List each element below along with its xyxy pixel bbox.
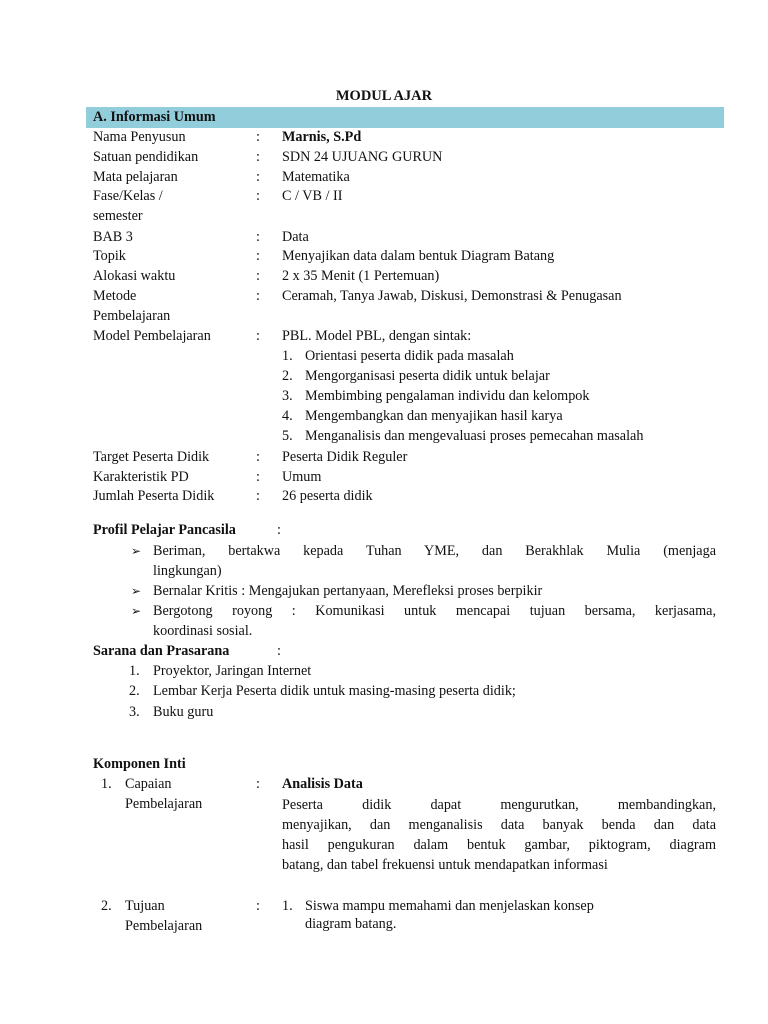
sarana-heading: Sarana dan Prasarana — [93, 643, 230, 659]
colon: : — [277, 643, 281, 659]
cp-label-cont: Pembelajaran — [125, 796, 203, 812]
jumlah-value: 26 peserta didik — [282, 488, 373, 504]
list-item-number: 2. — [101, 898, 112, 914]
colon: : — [256, 288, 260, 304]
nama-value: Marnis, S.Pd — [282, 129, 362, 145]
colon: : — [256, 229, 260, 245]
list-item-number: 3. — [129, 704, 140, 720]
alokasi-value: 2 x 35 Menit (1 Pertemuan) — [282, 268, 440, 284]
alokasi-label: Alokasi waktu — [93, 268, 176, 284]
list-item-number: 1. — [282, 898, 293, 914]
section-a-heading: A. Informasi Umum — [93, 109, 216, 125]
list-item-number: 1. — [101, 776, 112, 792]
topik-label: Topik — [93, 248, 126, 264]
fase-label: Fase/Kelas / — [93, 188, 163, 204]
cp-text-line: hasil pengukuran dalam bentuk gambar, piktogram, diagram — [282, 837, 716, 853]
list-item-number: 2. — [129, 683, 140, 699]
target-value: Peserta Didik Reguler — [282, 449, 408, 465]
target-label: Target Peserta Didik — [93, 449, 210, 465]
mapel-label: Mata pelajaran — [93, 169, 178, 185]
profil-item-cont: lingkungan) — [153, 563, 222, 579]
list-item: Mengembangkan dan menyajikan hasil karya — [305, 408, 563, 424]
jumlah-label: Jumlah Peserta Didik — [93, 488, 215, 504]
list-item: Menganalisis dan mengevaluasi proses pemecahan masalah — [305, 428, 644, 444]
colon: : — [256, 248, 260, 264]
list-item: Orientasi peserta didik pada masalah — [305, 348, 514, 364]
topik-value: Menyajikan data dalam bentuk Diagram Batang — [282, 248, 555, 264]
komponen-heading: Komponen Inti — [93, 756, 186, 772]
arrow-bullet-icon: ➢ — [131, 584, 142, 598]
tp-label-cont: Pembelajaran — [125, 918, 203, 934]
arrow-bullet-icon: ➢ — [131, 604, 142, 618]
nama-label: Nama Penyusun — [93, 129, 186, 145]
list-item-number: 5. — [282, 428, 293, 444]
sarana-item: Lembar Kerja Peserta didik untuk masing-masing peserta didik; — [153, 683, 516, 699]
profil-item: Beriman, bertakwa kepada Tuhan YME, dan Berakhlak Mulia (menjaga — [153, 543, 716, 559]
colon: : — [256, 488, 260, 504]
colon: : — [277, 522, 281, 538]
tp-label: Tujuan — [125, 898, 165, 914]
colon: : — [256, 449, 260, 465]
profil-item: Bergotong royong : Komunikasi untuk mencapai tujuan bersama, kerjasama, — [153, 603, 716, 619]
fase-label-cont: semester — [93, 208, 143, 224]
cp-label: Capaian — [125, 776, 172, 792]
karakter-value: Umum — [282, 469, 322, 485]
metode-value: Ceramah, Tanya Jawab, Diskusi, Demonstrasi & Penugasan — [282, 288, 622, 304]
metode-label-cont: Pembelajaran — [93, 308, 171, 324]
list-item-number: 2. — [282, 368, 293, 384]
metode-label: Metode — [93, 288, 137, 304]
list-item-number: 1. — [282, 348, 293, 364]
cp-title: Analisis Data — [282, 776, 363, 792]
model-value: PBL. Model PBL, dengan sintak: — [282, 328, 472, 344]
colon: : — [256, 169, 260, 185]
sarana-item: Proyektor, Jaringan Internet — [153, 663, 312, 679]
fase-value: C / VB / II — [282, 188, 343, 204]
page-title: MODUL AJAR — [335, 88, 433, 104]
colon: : — [256, 898, 260, 914]
colon: : — [256, 188, 260, 204]
sarana-item: Buku guru — [153, 704, 214, 720]
cp-text-line: Peserta didik dapat mengurutkan, membandingkan, — [282, 797, 716, 813]
cp-text-line: batang, dan tabel frekuensi untuk mendapatkan informasi — [282, 857, 608, 873]
karakter-label: Karakteristik PD — [93, 469, 189, 485]
list-item-number: 1. — [129, 663, 140, 679]
model-label: Model Pembelajaran — [93, 328, 211, 344]
profil-heading: Profil Pelajar Pancasila — [93, 522, 236, 538]
list-item: Mengorganisasi peserta didik untuk belajar — [305, 368, 550, 384]
tp-item: Siswa mampu memahami dan menjelaskan konsep — [305, 898, 594, 914]
bab-label: BAB 3 — [93, 229, 133, 245]
list-item-number: 4. — [282, 408, 293, 424]
colon: : — [256, 129, 260, 145]
list-item-number: 3. — [282, 388, 293, 404]
profil-item-cont: koordinasi sosial. — [153, 623, 253, 639]
mapel-value: Matematika — [282, 169, 350, 185]
cp-text-line: menyajikan, dan menganalisis data banyak benda dan data — [282, 817, 716, 833]
satuan-value: SDN 24 UJUANG GURUN — [282, 149, 443, 165]
colon: : — [256, 776, 260, 792]
colon: : — [256, 268, 260, 284]
colon: : — [256, 328, 260, 344]
list-item: Membimbing pengalaman individu dan kelompok — [305, 388, 590, 404]
arrow-bullet-icon: ➢ — [131, 544, 142, 558]
profil-item: Bernalar Kritis : Mengajukan pertanyaan, Merefleksi proses berpikir — [153, 583, 543, 599]
colon: : — [256, 149, 260, 165]
bab-value: Data — [282, 229, 309, 245]
colon: : — [256, 469, 260, 485]
tp-item-cont: diagram batang. — [305, 916, 397, 932]
satuan-label: Satuan pendidikan — [93, 149, 199, 165]
